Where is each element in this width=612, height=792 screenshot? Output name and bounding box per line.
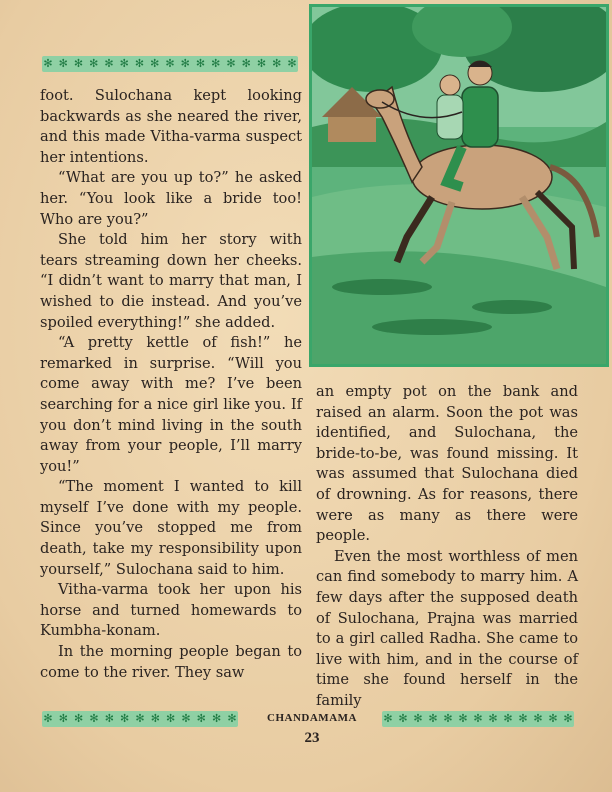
paragraph: “The moment I wanted to kill myself I’ve done with my people. Since you’ve stopped me from death, take my responsibility upon yourself,” Sulochana said to him. (40, 478, 302, 578)
paragraph: In the morning people began to come to the river. They saw (40, 643, 302, 681)
paragraph: Vitha-varma took her upon his horse and turned homewards to Kumbha-konam. (40, 581, 302, 640)
illustration-drawing (312, 7, 606, 364)
page-number: 23 (304, 730, 320, 746)
paragraph: She told him her story with tears streaming down her cheeks. “I didn’t want to marry that man, I wished to die instead. And you’ve spoiled everything!” she added. (40, 231, 302, 331)
paragraph: “What are you up to?” he asked her. “You look like a bride too! Who are you?” (40, 169, 302, 228)
paragraph: “A pretty kettle of fish!” he remarked in surprise. “Will you come away with me? I’ve been searching for a nice girl like you. If you don’t mind living in the south away from your people, I’ll marry you!” (40, 334, 302, 475)
footer-ornament-right: ✻ ✻ ✻ ✻ ✻ ✻ ✻ ✻ ✻ ✻ ✻ ✻ ✻ (383, 712, 573, 725)
left-text-column (40, 86, 302, 683)
top-ornament-border: ✻ ✻ ✻ ✻ ✻ ✻ ✻ ✻ ✻ ✻ ✻ ✻ ✻ ✻ ✻ ✻ ✻ (43, 57, 297, 70)
paragraph: an empty pot on the bank and raised an alarm. Soon the pot was identified, and Sulochana, the bride-to-be, was found missing. It was assumed that Sulochana died of drowning. As for reasons, there were as many as there were people. (316, 383, 578, 545)
footer-ornament-left: ✻ ✻ ✻ ✻ ✻ ✻ ✻ ✻ ✻ ✻ ✻ ✻ ✻ (43, 712, 237, 725)
horse-rider-illustration (309, 4, 609, 367)
paragraph: foot. Sulochana kept looking backwards as she neared the river, and this made Vitha-varma suspect her intentions. (40, 87, 302, 166)
magazine-title: CHANDAMAMA (267, 712, 357, 724)
right-text-column (316, 382, 578, 712)
paragraph: Even the most worthless of men can find somebody to marry him. A few days after the supposed death of Sulochana, Prajna was married to a girl called Radha. She came to live with him, and in the course of time she found herself in the family (316, 547, 578, 709)
